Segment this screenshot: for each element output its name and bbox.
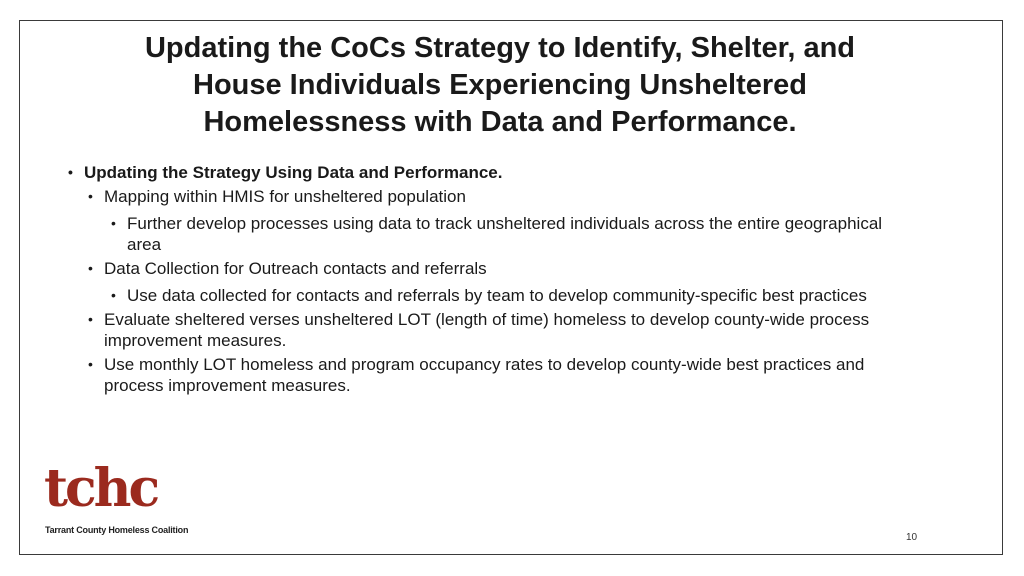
bullet-dot: • xyxy=(88,311,93,327)
bullet-dot: • xyxy=(111,287,116,303)
bullet-text: Further develop processes using data to track unsheltered individuals across the entire geographical area xyxy=(127,214,883,254)
bullet-level-2 xyxy=(68,186,898,207)
bullet-dot: • xyxy=(111,215,116,231)
tchc-logo xyxy=(44,458,189,542)
bullet-level-1 xyxy=(68,162,898,183)
logo-wordmark: tchc xyxy=(44,458,158,519)
bullet-dot: • xyxy=(68,164,73,180)
bullet-level-2 xyxy=(68,258,898,279)
bullet-text: Data Collection for Outreach contacts and referrals xyxy=(104,259,487,278)
bullet-text: Use data collected for contacts and referrals by team to develop community-specific best practices xyxy=(127,286,867,305)
bullet-level-2 xyxy=(68,309,898,351)
bullet-level-2 xyxy=(68,354,898,396)
bullet-dot: • xyxy=(88,188,93,204)
bullet-dot: • xyxy=(88,356,93,372)
title-line: Updating the CoCs Strategy to Identify, Shelter, and xyxy=(144,32,856,64)
bullet-dot: • xyxy=(88,260,93,276)
bullet-text: Updating the Strategy Using Data and Performance. xyxy=(84,163,503,182)
bullet-level-3 xyxy=(68,213,898,255)
bullet-level-3 xyxy=(68,285,898,306)
slide-title xyxy=(100,30,900,141)
bullet-text: Mapping within HMIS for unsheltered population xyxy=(104,187,466,206)
title-line: Homelessness with Data and Performance. xyxy=(203,106,797,138)
title-line: House Individuals Experiencing Unsheltered xyxy=(193,69,807,101)
page-number: 10 xyxy=(906,532,918,543)
logo-subtitle: Tarrant County Homeless Coalition xyxy=(45,525,189,535)
slide-body xyxy=(68,162,898,396)
bullet-text: Evaluate sheltered verses unsheltered LOT (length of time) homeless to develop county-wide process improvement measures. xyxy=(104,310,870,350)
bullet-text: Use monthly LOT homeless and program occupancy rates to develop county-wide best practices and process improvement measures. xyxy=(104,355,865,395)
